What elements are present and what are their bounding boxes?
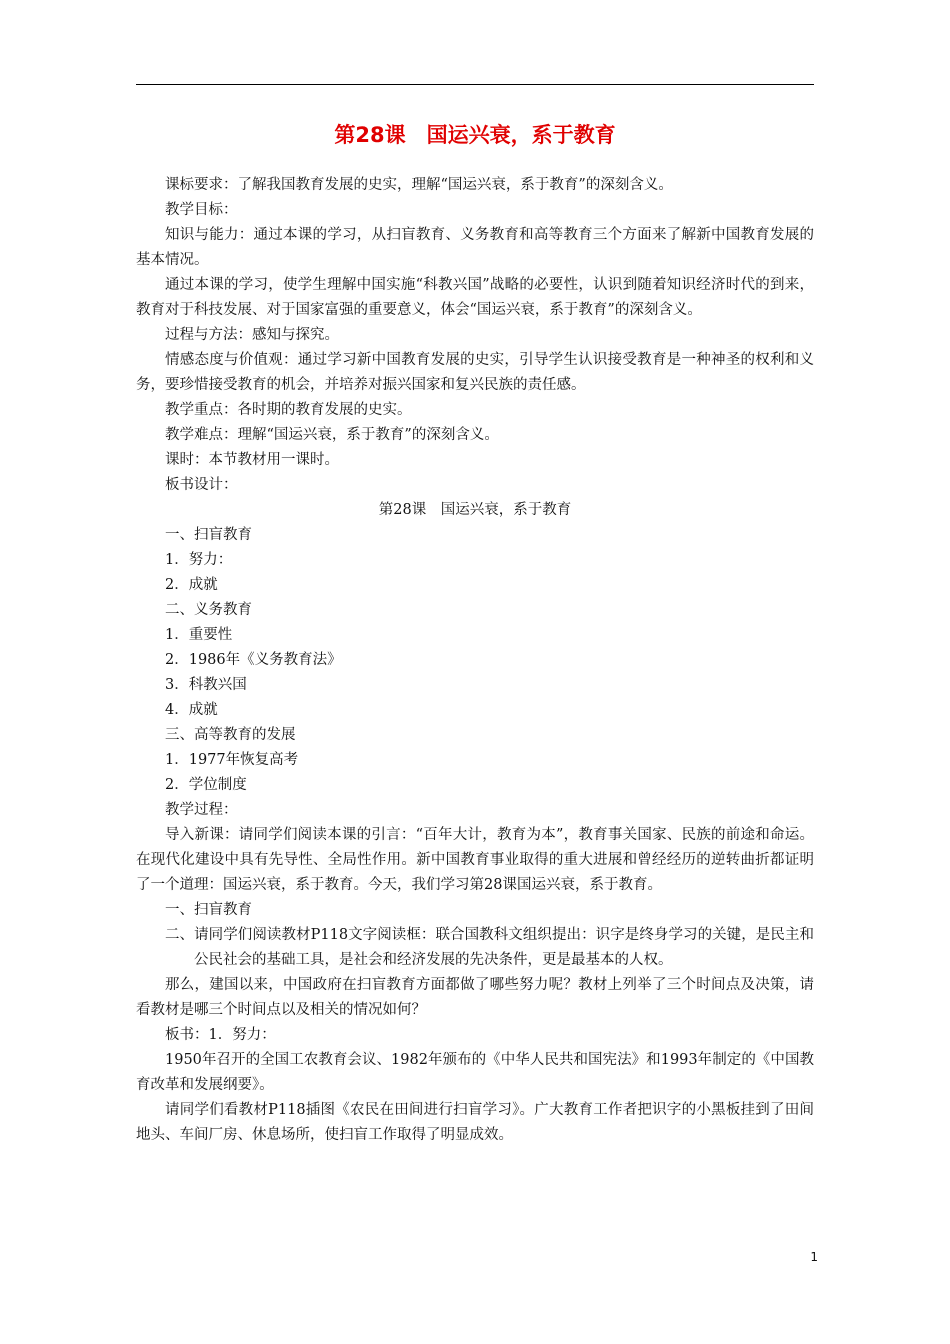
paragraph: 3．科教兴国 — [165, 677, 247, 693]
paragraph: 2．成就 — [165, 577, 218, 593]
paragraph: 情感态度与价值观：通过学习新中国教育发展的史实，引导学生认识接受教育是一种神圣的权利和义务，要珍惜接受教育的机会，并培养对振兴国家和复兴民族的责任感。 — [136, 352, 814, 393]
paragraph: 二、请同学们阅读教材P118文字阅读框：联合国教科文组织提出：识字是终身学习的关键，是民主和公民社会的基础工具，是社会和经济发展的先决条件，更是最基本的人权。 — [165, 927, 814, 968]
paragraph: 一、扫盲教育 — [165, 902, 252, 918]
paragraph: 一、扫盲教育 — [165, 527, 252, 543]
paragraph: 那么，建国以来，中国政府在扫盲教育方面都做了哪些努力呢？教材上列举了三个时间点及决策，请看教材是哪三个时间点以及相关的情况如何？ — [136, 977, 814, 1018]
paragraph: 课标要求：了解我国教育发展的史实，理解“国运兴衰，系于教育”的深刻含义。 — [165, 177, 673, 193]
paragraph: 教学目标： — [165, 202, 238, 218]
paragraph: 课时：本节教材用一课时。 — [165, 452, 339, 468]
paragraph: 三、高等教育的发展 — [165, 727, 296, 743]
paragraph: 2．1986年《义务教育法》 — [165, 652, 342, 668]
paragraph: 过程与方法：感知与探究。 — [165, 327, 339, 343]
paragraph: 1．1977年恢复高考 — [165, 752, 299, 768]
board-title: 第28课 国运兴衰，系于教育 — [378, 502, 572, 518]
paragraph: 板书设计： — [165, 477, 238, 493]
paragraph: 板书：1．努力： — [165, 1027, 276, 1043]
paragraph: 二、义务教育 — [165, 602, 252, 618]
paragraph: 教学过程： — [165, 802, 238, 818]
paragraph: 导入新课：请同学们阅读本课的引言：“百年大计，教育为本”，教育事关国家、民族的前途和命运。在现代化建设中具有先导性、全局性作用。新中国教育事业取得的重大进展和曾经经历的逆转曲折都证明了一个道理：国运兴衰，系于教育。今天，我们学习第28课国运兴衰，系于教育。 — [136, 827, 814, 893]
paragraph: 1950年召开的全国工农教育会议、1982年颁布的《中华人民共和国宪法》和1993年制定的《中国教育改革和发展纲要》。 — [136, 1052, 814, 1093]
header-rule — [136, 84, 814, 85]
document-body — [136, 173, 814, 1148]
paragraph: 教学重点：各时期的教育发展的史实。 — [165, 402, 412, 418]
paragraph: 教学难点：理解“国运兴衰，系于教育”的深刻含义。 — [165, 427, 499, 443]
paragraph: 请同学们看教材P118插图《农民在田间进行扫盲学习》。广大教育工作者把识字的小黑板挂到了田间地头、车间厂房、休息场所，使扫盲工作取得了明显成效。 — [136, 1102, 814, 1143]
page-number: 1 — [810, 1250, 818, 1264]
paragraph: 1．重要性 — [165, 627, 233, 643]
paragraph: 1．努力： — [165, 552, 233, 568]
paragraph: 知识与能力：通过本课的学习，从扫盲教育、义务教育和高等教育三个方面来了解新中国教育发展的基本情况。 — [136, 227, 814, 268]
page-title: 第28课 国运兴衰，系于教育 — [334, 123, 616, 147]
paragraph: 通过本课的学习，使学生理解中国实施“科教兴国”战略的必要性，认识到随着知识经济时代的到来，教育对于科技发展、对于国家富强的重要意义，体会“国运兴衰，系于教育”的深刻含义。 — [136, 277, 814, 318]
paragraph: 2．学位制度 — [165, 777, 247, 793]
paragraph: 4．成就 — [165, 702, 218, 718]
